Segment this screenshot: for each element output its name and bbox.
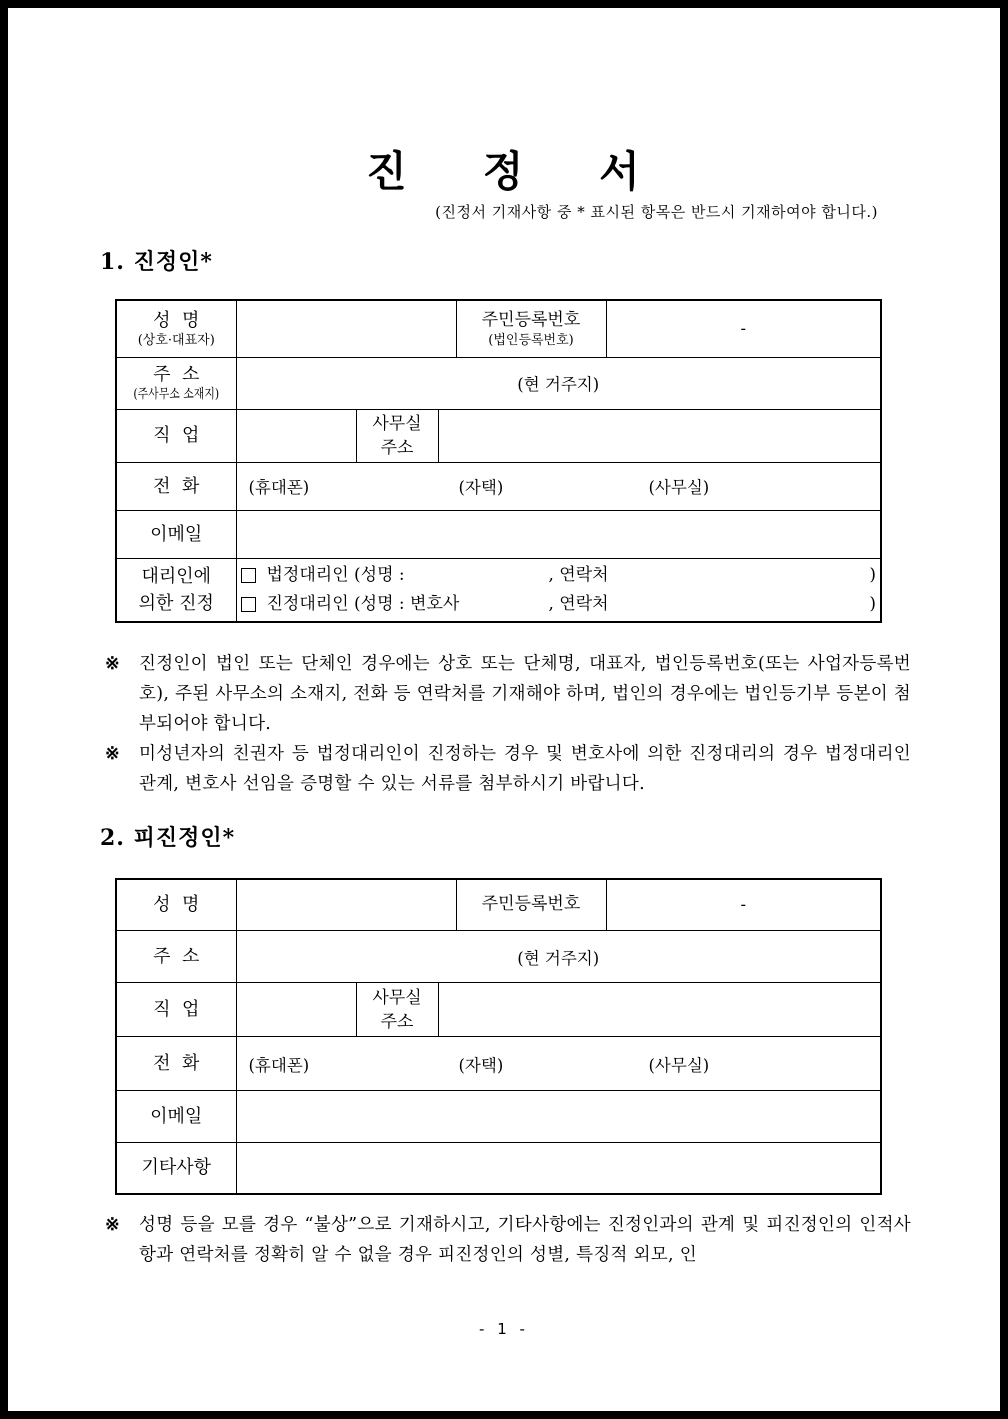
attorney-agent-option-label: 진정대리인 (성명 : 변호사 [266,593,460,614]
respondent-rrn-label-cell [456,879,606,931]
petitioner-agent-row [116,558,881,622]
petitioner-job-value-cell [236,409,356,462]
respondent-address-value-cell: (현 거주지) [236,931,881,983]
note-unknown-identity [103,1210,911,1270]
address-sublabel: (주사무소 소재지) [133,387,220,402]
petitioner-rrn-value-cell: - [606,300,881,357]
respondent-name-value-cell [236,879,456,931]
respondent-address-label-cell [116,931,236,983]
rrn-label: 주민등록번호 [481,309,581,330]
respondent-office-address-label-cell [356,983,438,1037]
phone-home-label: (자택) [458,478,504,497]
petitioner-email-value-cell [236,510,881,558]
petitioner-rrn-label-cell [456,300,606,357]
office-address-label: 사무실 주소 [372,987,422,1032]
agent-option-attorney [241,590,877,619]
note-marker-icon: ※ [105,653,120,674]
respondent-job-value-cell [236,983,356,1037]
petitioner-job-row [116,409,881,462]
legal-agent-close-paren: ) [869,564,876,585]
phone-mobile-label: (휴대폰) [248,1055,310,1075]
respondent-etc-row [116,1143,881,1194]
phone-values [241,474,877,498]
petitioner-email-label-cell [116,510,236,558]
office-address-label: 사무실 주소 [372,413,422,458]
page-number: - 1 - [479,1320,529,1338]
petitioner-address-label-cell [116,357,236,409]
respondent-phone-row [116,1037,881,1091]
legal-agent-contact-label: , 연락처 [548,564,609,585]
document-title: 진 정 서 [366,147,642,196]
respondent-job-row [116,983,881,1037]
respondent-rrn-value-cell: - [606,879,881,931]
email-label: 이메일 [150,1106,203,1127]
petitioner-office-address-label-cell [356,409,438,462]
name-label: 성 명 [153,309,200,331]
legal-agent-checkbox-icon [241,568,256,583]
petitioner-agent-label-cell [116,558,236,622]
petitioner-agent-options-cell [236,558,881,622]
petitioner-name-value-cell [236,300,456,357]
legal-agent-option-label: 법정대리인 (성명 : [266,564,405,585]
note-unknown-identity-text: 성명 등을 모를 경우 “불상”으로 기재하시고, 기타사항에는 진정인과의 관계 및 피진정인의 인적사항과 연락처를 정확히 알 수 없을 경우 피진정인의 성별, 특징적 외모, 인 [139,1214,911,1265]
petitioner-name-row [116,300,881,357]
rrn-sublabel: (법인등록번호) [488,332,574,348]
respondent-email-value-cell [236,1091,881,1143]
phone-office-label: (사무실) [648,478,710,497]
petitioner-phone-label-cell [116,462,236,510]
petitioner-name-label-cell [116,300,236,357]
phone-mobile-label: (휴대폰) [248,478,310,497]
name-sublabel: (상호·대표자) [137,332,215,348]
phone-home-label: (자택) [458,1055,504,1075]
job-label: 직 업 [153,425,200,446]
respondent-phone-value-cell [236,1037,881,1091]
email-label: 이메일 [150,523,203,545]
respondent-office-address-value-cell [438,983,881,1037]
section-1-heading: 1. 진정인* [100,249,213,275]
attorney-agent-checkbox-icon [241,597,256,612]
petitioner-address-value-cell: (현 거주지) [236,357,881,409]
attorney-agent-close-paren: ) [869,593,876,614]
agent-option-legal [241,561,877,590]
name-label: 성 명 [153,894,200,916]
phone-label: 전 화 [153,475,200,497]
etc-label: 기타사항 [141,1157,212,1179]
note-marker-icon: ※ [105,743,120,764]
rrn-label: 주민등록번호 [481,894,581,915]
address-label: 주 소 [153,946,200,967]
phone-values [241,1052,877,1076]
respondent-table [115,878,882,1195]
petitioner-job-label-cell [116,409,236,462]
attorney-agent-contact-label: , 연락처 [548,593,609,614]
petitioner-phone-value-cell [236,462,881,510]
petitioner-office-address-value-cell [438,409,881,462]
respondent-email-label-cell [116,1091,236,1143]
petitioner-email-row [116,510,881,558]
respondent-name-label-cell [116,879,236,931]
note-corporation [103,649,911,739]
respondent-job-label-cell [116,983,236,1037]
respondent-notes [103,1210,911,1270]
petitioner-phone-row [116,462,881,510]
phone-office-label: (사무실) [648,1055,710,1075]
job-label: 직 업 [153,999,200,1020]
respondent-etc-label-cell [116,1143,236,1194]
respondent-etc-value-cell [236,1143,881,1194]
petitioner-notes [103,649,911,799]
note-marker-icon: ※ [105,1214,120,1235]
phone-label: 전 화 [153,1053,200,1074]
address-label: 주 소 [153,364,200,385]
respondent-address-row [116,931,881,983]
note-corporation-text: 진정인이 법인 또는 단체인 경우에는 상호 또는 단체명, 대표자, 법인등록번호(또는 사업자등록번호), 주된 사무소의 소재지, 전화 등 연락처를 기재해야 하며, 법인의 경우에는 법인등기부 등본이 첨부되어야 합니다. [139,653,911,734]
petitioner-table [115,299,882,623]
agent-label: 대리인에 의한 진정 [138,565,214,614]
note-legal-agent-text: 미성년자의 친권자 등 법정대리인이 진정하는 경우 및 변호사에 의한 진정대리의 경우 법정대리인 관계, 변호사 선임을 증명할 수 있는 서류를 첨부하시기 바랍니다. [139,743,911,794]
respondent-phone-label-cell [116,1037,236,1091]
respondent-email-row [116,1091,881,1143]
section-2-heading: 2. 피진정인* [100,824,236,851]
note-legal-agent [103,739,911,799]
document-subtitle: (진정서 기재사항 중 * 표시된 항목은 반드시 기재하여야 합니다.) [435,203,878,221]
petitioner-address-row [116,357,881,409]
respondent-name-row [116,879,881,931]
